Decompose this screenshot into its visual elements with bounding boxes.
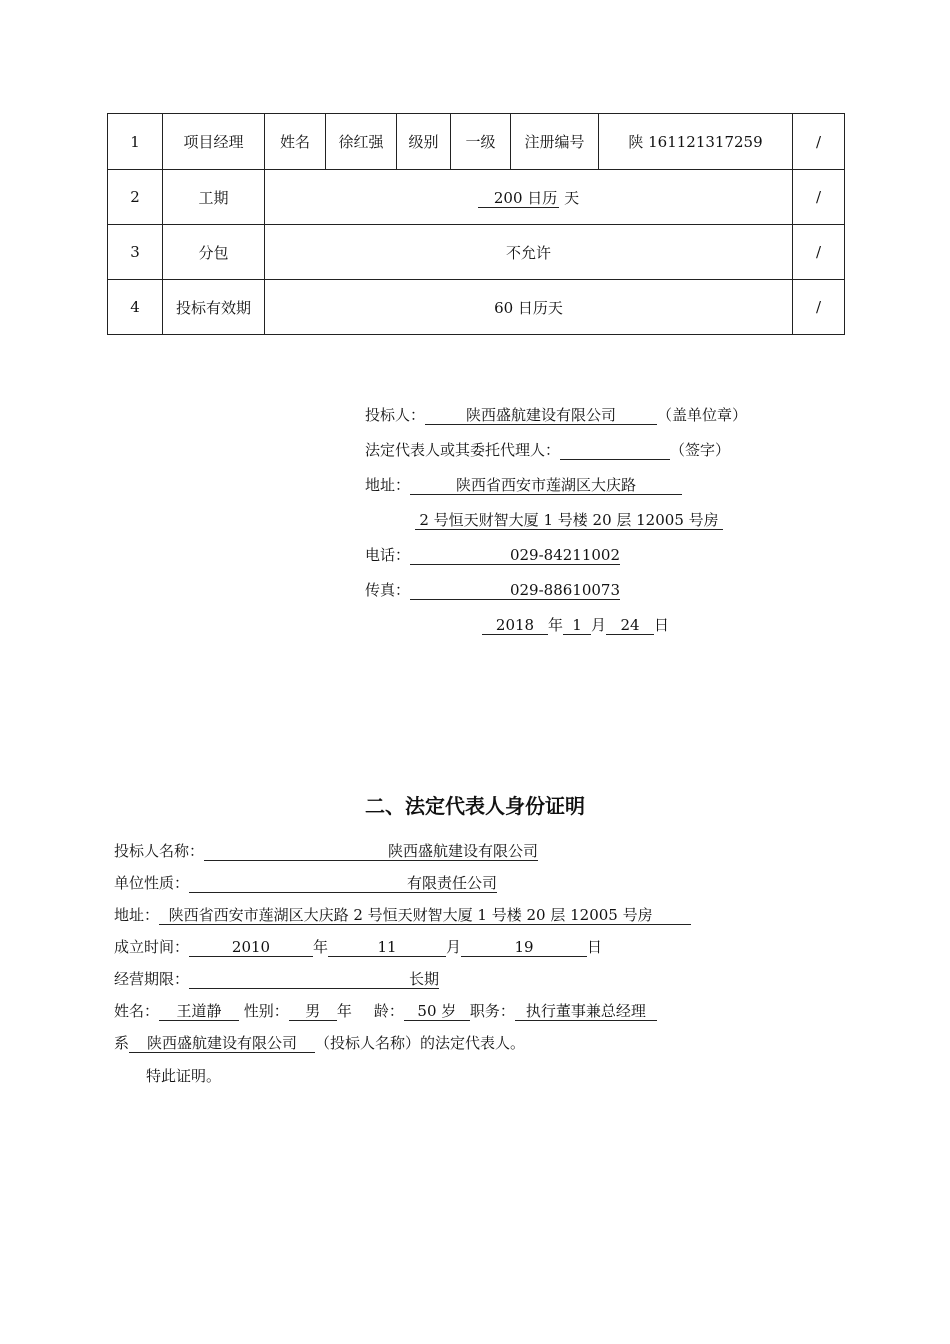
post-label: 职务： — [469, 1002, 515, 1020]
level-label: 级别 — [397, 114, 451, 170]
project-info-table — [107, 113, 845, 335]
term-value: 长期 — [189, 970, 439, 989]
rep-name: 王道静 — [159, 1002, 239, 1021]
manager-level: 一级 — [451, 114, 511, 170]
signature-blank — [560, 441, 670, 460]
gender-label: 性别： — [243, 1002, 289, 1020]
founded-year: 2010 — [189, 938, 313, 957]
age-label-1: 年 — [336, 1002, 352, 1020]
row-label: 工期 — [163, 170, 265, 225]
rep-gender: 男 — [289, 1002, 337, 1021]
address-line — [365, 475, 682, 495]
sign-day: 24 — [606, 616, 654, 635]
row-note: / — [793, 280, 845, 335]
month-label: 月 — [446, 938, 462, 956]
founded-month: 11 — [328, 938, 446, 957]
age-label-2: 龄： — [373, 1002, 404, 1020]
sign-note: （签字） — [670, 441, 731, 459]
bidder-name: 陕西盛航建设有限公司 — [425, 406, 657, 425]
address-line2: 2 号恒天财智大厦 1 号楼 20 层 12005 号房 — [415, 511, 723, 530]
bidder-line — [365, 405, 747, 425]
rep-age: 50 岁 — [404, 1002, 470, 1021]
founded-label: 成立时间： — [114, 938, 190, 956]
row-number: 4 — [108, 280, 163, 335]
term-line — [114, 969, 439, 989]
seal-note: （盖单位章） — [657, 406, 748, 424]
table-row — [108, 114, 845, 170]
table-row — [108, 280, 845, 335]
fax-line — [365, 580, 620, 600]
fax-number: 029-88610073 — [410, 581, 620, 600]
is-label: 系 — [114, 1034, 130, 1052]
date-line — [482, 615, 669, 635]
row-number: 1 — [108, 114, 163, 170]
phone-label: 电话： — [365, 546, 411, 564]
representative-line — [365, 440, 730, 460]
address-line1: 陕西省西安市莲湖区大庆路 — [410, 476, 682, 495]
bidder-name-value: 陕西盛航建设有限公司 — [204, 842, 538, 861]
bidder-name-label: 投标人名称： — [114, 842, 205, 860]
row-value: 60 日历天 — [265, 280, 793, 335]
rep-label: 法定代表人或其委托代理人： — [365, 441, 561, 459]
table-row — [108, 225, 845, 280]
rep-post: 执行董事兼总经理 — [515, 1002, 657, 1021]
sign-month: 1 — [563, 616, 591, 635]
year-label: 年 — [313, 938, 329, 956]
month-label: 月 — [591, 616, 607, 634]
address-label: 地址： — [114, 906, 160, 924]
row-label: 项目经理 — [163, 114, 265, 170]
row-note: / — [793, 170, 845, 225]
duration-value: 200 日历 — [478, 189, 559, 208]
row-value — [265, 170, 793, 225]
year-label: 年 — [548, 616, 564, 634]
manager-name: 徐红强 — [326, 114, 397, 170]
row-label: 投标有效期 — [163, 280, 265, 335]
unit-nature-value: 有限责任公司 — [189, 874, 497, 893]
person-line — [114, 1001, 657, 1021]
table-row — [108, 170, 845, 225]
day-label: 日 — [587, 938, 603, 956]
address-label: 地址： — [365, 476, 411, 494]
row-value: 不允许 — [265, 225, 793, 280]
term-label: 经营期限： — [114, 970, 190, 988]
row-note: / — [793, 225, 845, 280]
closing-text: 特此证明。 — [146, 1067, 222, 1085]
address-full-line — [114, 905, 691, 925]
statement-line — [114, 1033, 525, 1053]
day-label: 日 — [654, 616, 670, 634]
address-line-2 — [415, 510, 723, 530]
sign-year: 2018 — [482, 616, 548, 635]
section-title: 二、法定代表人身份证明 — [365, 794, 585, 818]
name-label: 姓名： — [114, 1002, 160, 1020]
founded-line — [114, 937, 602, 957]
fax-label: 传真： — [365, 581, 411, 599]
row-number: 3 — [108, 225, 163, 280]
duration-unit: 天 — [564, 188, 580, 207]
row-label: 分包 — [163, 225, 265, 280]
reg-label: 注册编号 — [511, 114, 599, 170]
founded-day: 19 — [461, 938, 587, 957]
address-full-value — [159, 906, 691, 925]
bidder-label: 投标人： — [365, 406, 426, 424]
name-label: 姓名 — [265, 114, 326, 170]
company-name: 陕西盛航建设有限公司 — [129, 1034, 315, 1053]
statement-suffix: （投标人名称）的法定代表人。 — [315, 1034, 526, 1052]
address-text: 陕西省西安市莲湖区大庆路 2 号恒天财智大厦 1 号楼 20 层 12005 号房 — [168, 906, 653, 924]
unit-nature-label: 单位性质： — [114, 874, 190, 892]
row-note: / — [793, 114, 845, 170]
row-number: 2 — [108, 170, 163, 225]
phone-number: 029-84211002 — [410, 546, 620, 565]
reg-number: 陕 161121317259 — [599, 114, 793, 170]
unit-nature-line — [114, 873, 497, 893]
phone-line — [365, 545, 620, 565]
bidder-name-line — [114, 841, 538, 861]
